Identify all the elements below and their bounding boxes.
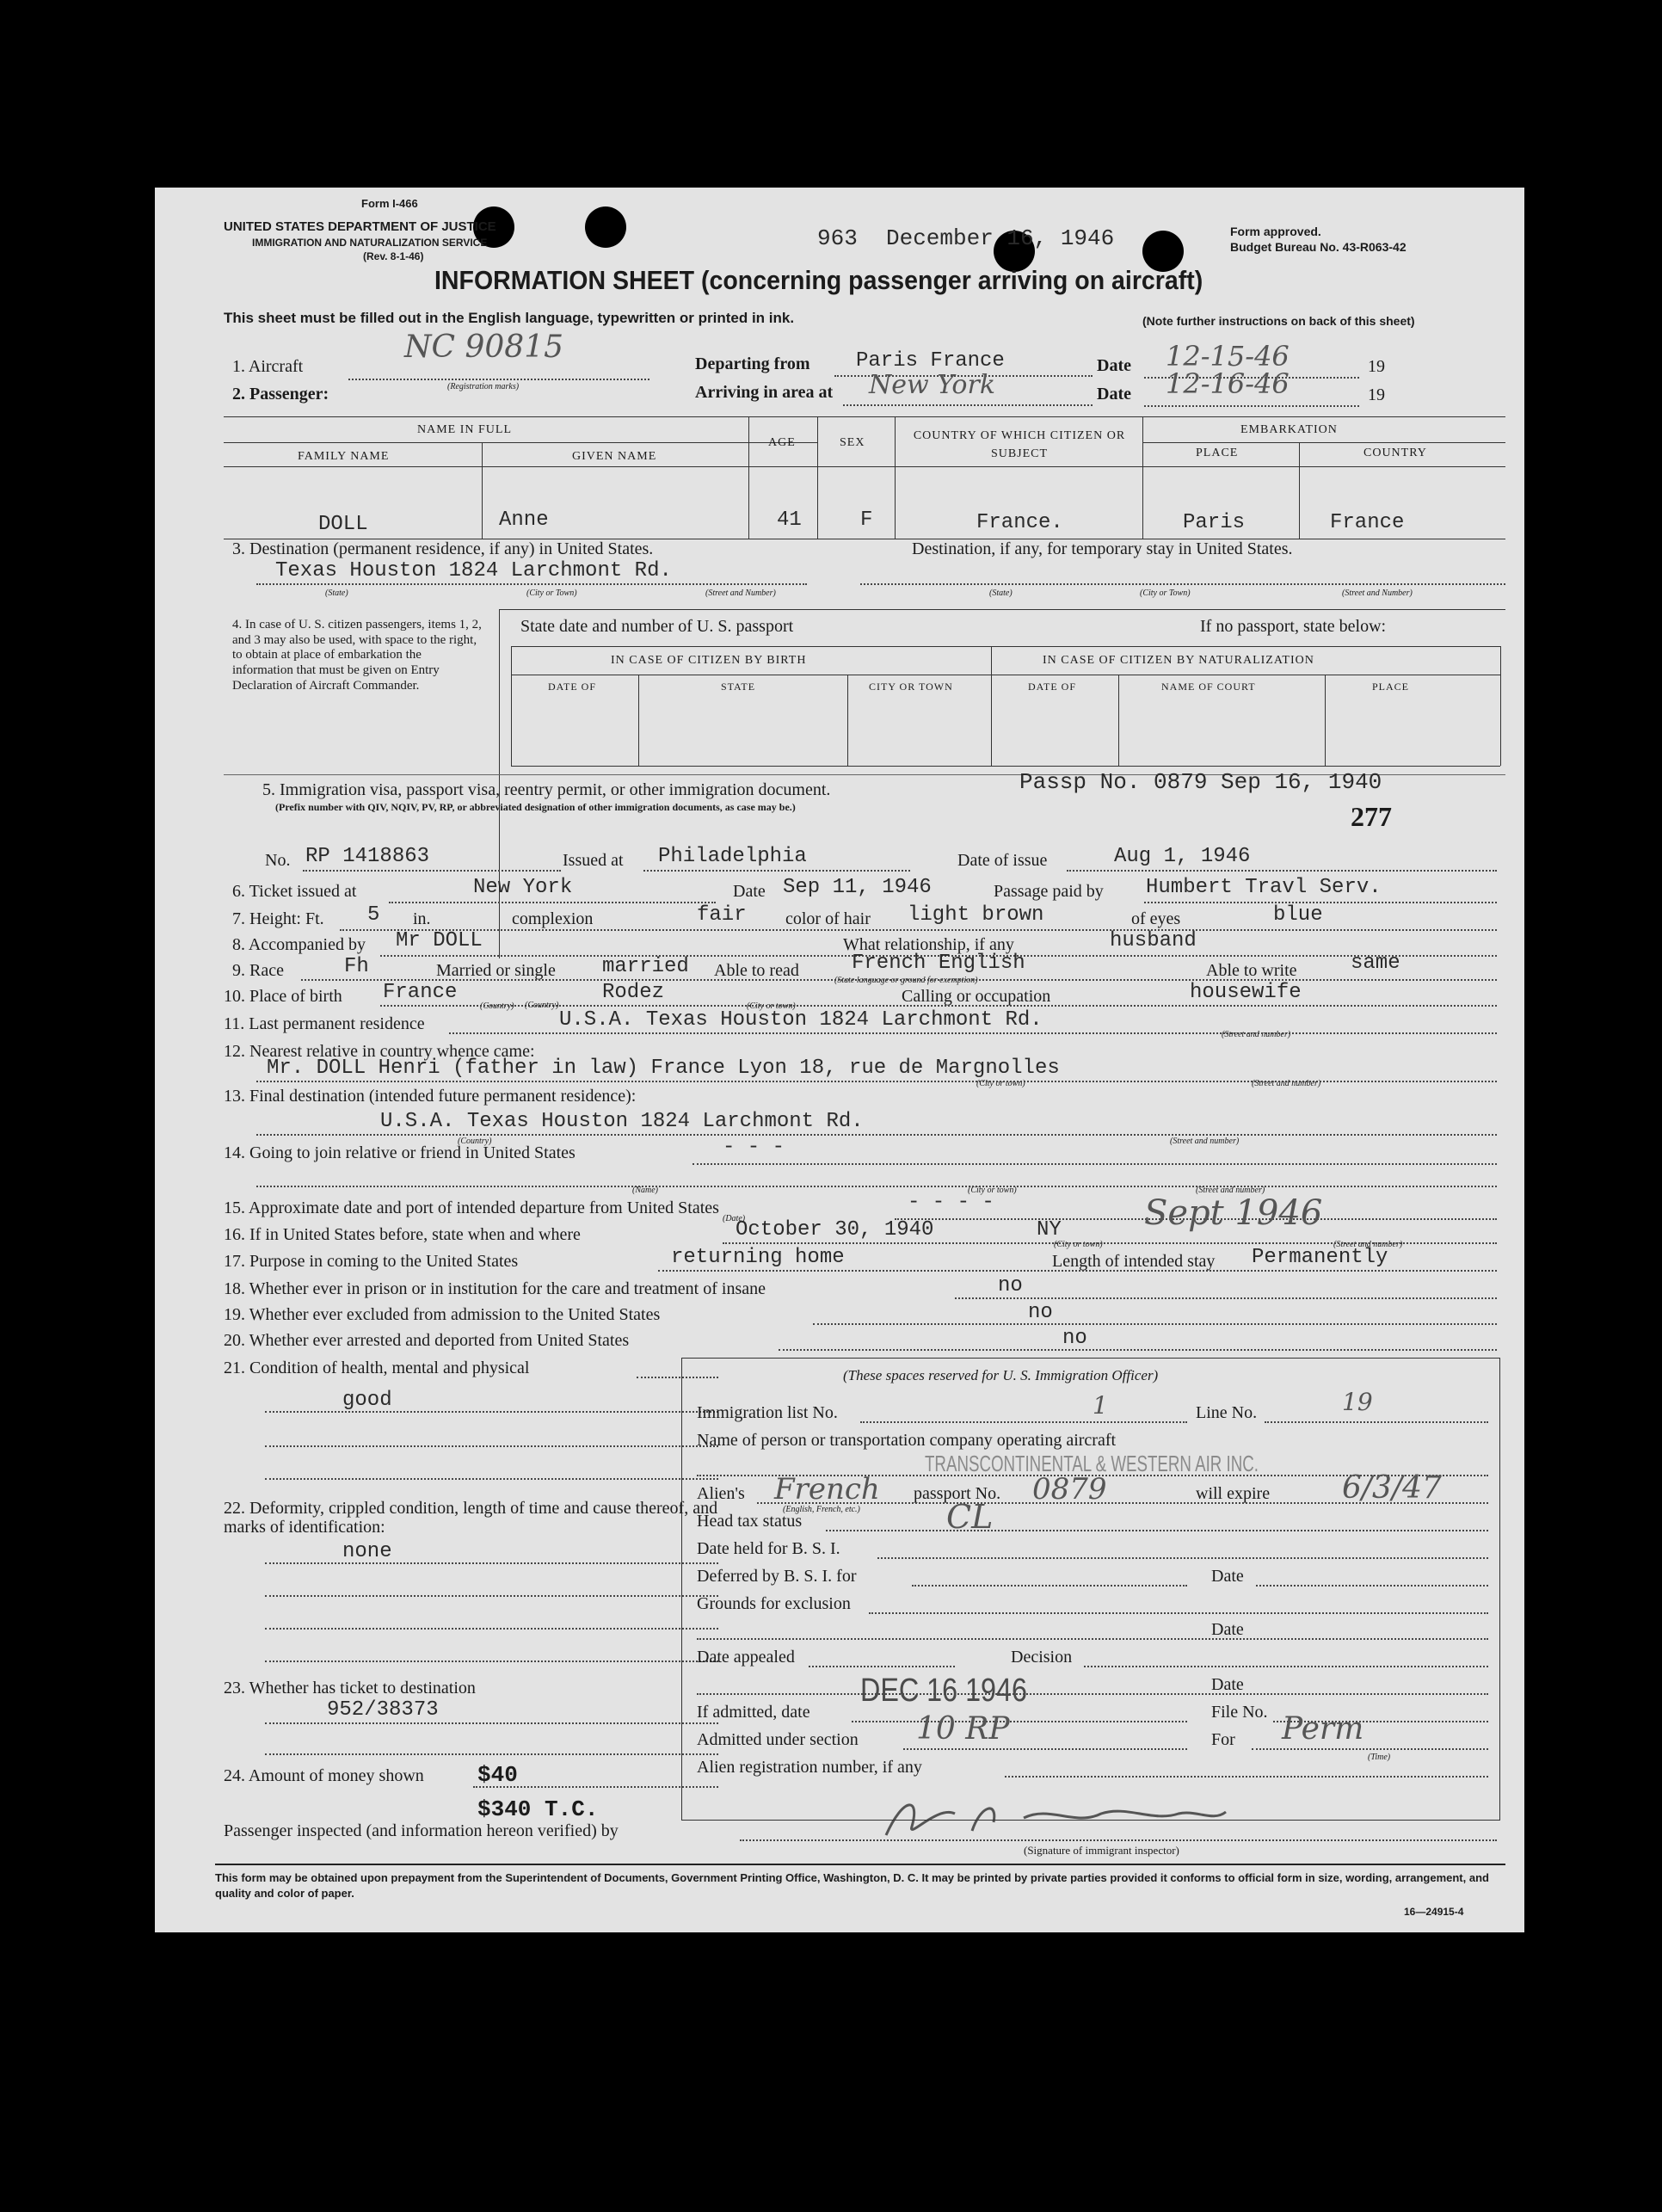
dest-state-caption: (State) [325, 588, 348, 598]
previous-visit-place: NY [1037, 1218, 1062, 1242]
accompanied-label: 8. Accompanied by [232, 935, 366, 954]
relationship-value: husband [1110, 929, 1197, 952]
departing-label: Departing from [695, 354, 810, 373]
stay-length-value: Permanently [1252, 1246, 1388, 1269]
department: UNITED STATES DEPARTMENT OF JUSTICE [224, 219, 496, 234]
revision: (Rev. 8-1-46) [363, 250, 424, 262]
embarkation-header: EMBARKATION [1240, 423, 1338, 436]
aircraft-value: NC 90815 [404, 330, 564, 365]
alien-registration-label: Alien registration number, if any [697, 1758, 922, 1777]
given-name-header: GIVEN NAME [572, 450, 657, 463]
money-label: 24. Amount of money shown [224, 1766, 424, 1785]
join-street-caption: (Street and number) [1196, 1186, 1265, 1195]
form-number: Form I-466 [361, 197, 418, 210]
budget-bureau: Budget Bureau No. 43-R063-42 [1230, 240, 1407, 254]
birthplace-country: France [383, 981, 458, 1004]
complexion-value: fair [697, 903, 747, 927]
eye-color-label: of eyes [1131, 909, 1181, 928]
height-label: 7. Height: Ft. [232, 909, 324, 928]
birthplace-label: 10. Place of birth [224, 987, 342, 1006]
form-title: INFORMATION SHEET (concerning passenger arriving on aircraft) [434, 265, 1203, 295]
ticket-destination-label: 23. Whether has ticket to destination [224, 1679, 476, 1698]
officer-reserved: (These spaces reserved for U. S. Immigration Officer) [843, 1367, 1159, 1383]
health-label: 21. Condition of health, mental and physical [224, 1359, 530, 1377]
arrival-date: 12-16-46 [1166, 367, 1290, 400]
ticket-date-label: Date [733, 882, 766, 901]
deferred-date-label: Date [1211, 1567, 1244, 1586]
natur-date-header: DATE OF [1028, 681, 1077, 693]
departure-intent-value: - - - - [908, 1191, 994, 1214]
admitted-date-label: If admitted, date [697, 1703, 810, 1722]
prison-label: 18. Whether ever in prison or in institution for the care and treatment of insane [224, 1279, 766, 1298]
able-to-write-value: same [1351, 952, 1400, 975]
race-value: Fh [344, 955, 369, 978]
place-header: PLACE [1196, 447, 1239, 459]
head-tax-value: CL [946, 1498, 994, 1536]
citizen-by-naturalization-header: IN CASE OF CITIZEN BY NATURALIZATION [1043, 654, 1314, 667]
departure-date-label: Date [1097, 356, 1131, 375]
occupation-value: housewife [1190, 981, 1302, 1004]
sex-value: F [860, 508, 873, 532]
relative-city-caption: (City or town) [976, 1079, 1025, 1088]
immigration-list-label: Immigration list No. [697, 1403, 838, 1422]
admitted-section-label: Admitted under section [697, 1730, 859, 1749]
deported-label: 20. Whether ever arrested and deported from United States [224, 1331, 630, 1350]
birthplace-city-caption: (City or town) [747, 1001, 796, 1011]
expire-label: will expire [1196, 1484, 1271, 1503]
passage-paid-value: Humbert Travl Serv. [1146, 876, 1382, 899]
natur-place-header: PLACE [1372, 681, 1410, 693]
officer-box [681, 1358, 1500, 1821]
arriving-label: Arriving in area at [695, 383, 834, 402]
for-value: Perm [1282, 1711, 1364, 1747]
instruction-right: (Note further instructions on back of this sheet) [1142, 314, 1415, 328]
item5-label: 5. Immigration visa, passport visa, reentry permit, or other immigration document. [262, 780, 831, 799]
age-value: 41 [777, 508, 802, 532]
court-header: NAME OF COURT [1161, 681, 1256, 693]
issued-at-label: Issued at [563, 851, 624, 870]
file-no-label: File No. [1211, 1703, 1268, 1722]
admitted-date-stamp: DEC 16 1946 [860, 1673, 1027, 1709]
date-of-issue-value: Aug 1, 1946 [1114, 845, 1251, 868]
issued-at-value: Philadelphia [658, 845, 807, 868]
passport-value: Passp No. 0879 Sep 16, 1940 [1019, 769, 1382, 795]
admitted-section-value: 10 RP [916, 1711, 1010, 1747]
aliens-language-caption: (English, French, etc.) [783, 1505, 860, 1514]
name-in-full-header: NAME IN FULL [417, 423, 512, 436]
service: IMMIGRATION AND NATURALIZATION SERVICE [252, 237, 488, 249]
aliens-label: Alien's [697, 1484, 745, 1503]
excluded-value: no [1028, 1301, 1053, 1324]
citizen-value: France. [976, 511, 1063, 534]
read-caption: (State language or ground for exemption) [834, 976, 978, 985]
prison-value: no [998, 1274, 1023, 1297]
line-no-value: 19 [1342, 1388, 1373, 1416]
arrival-year: 19 [1368, 385, 1385, 404]
item5-sub: (Prefix number with QIV, NQIV, PV, RP, or abbreviated designation of other immigration documents, as case may be.) [275, 801, 796, 813]
eye-color-value: blue [1273, 903, 1323, 927]
able-to-read-label: Able to read [714, 961, 799, 980]
for-label: For [1211, 1730, 1235, 1749]
footer-text: This form may be obtained upon prepayment from the Superintendent of Documents, Government Printing Office, Washington, D. C. It may be printed by private parties provided it conforms to official form in size, wording, arrangement, and quality and color of paper. [215, 1871, 1489, 1901]
emb-country-header: COUNTRY [1363, 447, 1427, 459]
item4-text: 4. In case of U. S. citizen passengers, items 1, 2, and 3 may also be used, with space to the right, to obtain at place of embarkation the information that must be given on Entry Declaration of Aircraft Commander. [232, 618, 482, 693]
passage-paid-label: Passage paid by [994, 882, 1104, 901]
excluded-label: 19. Whether ever excluded from admission to the United States [224, 1305, 661, 1324]
join-relative-value: - - - [723, 1136, 785, 1159]
visa-no-label: No. [265, 851, 291, 870]
travelers-checks-value: $340 T.C. [477, 1796, 599, 1822]
embarkation-place-value: Paris [1183, 511, 1246, 534]
date-of-issue-label: Date of issue [957, 851, 1048, 870]
decision-label: Decision [1011, 1648, 1073, 1667]
operating-company-label: Name of person or transportation company operating aircraft [697, 1431, 1117, 1450]
race-label: 9. Race [232, 961, 284, 980]
last-residence-label: 11. Last permanent residence [224, 1014, 425, 1033]
dest-city-caption: (City or Town) [526, 588, 577, 598]
previous-visit-date: October 30, 1940 [736, 1218, 934, 1242]
visit-city-caption: (City or town) [1054, 1240, 1103, 1249]
time-caption: (Time) [1368, 1753, 1391, 1762]
country-citizen-header: COUNTRY OF WHICH CITIZEN OR SUBJECT [913, 429, 1126, 460]
departure-date: 12-15-46 [1166, 340, 1290, 373]
final-country-caption: (Country) [458, 1137, 492, 1146]
passport-date-label: State date and number of U. S. passport [520, 617, 794, 636]
ticket-destination-value: 952/38373 [327, 1698, 439, 1722]
stamp-number: 963 [817, 225, 858, 251]
aircraft-label: 1. Aircraft [232, 357, 304, 376]
height-feet-value: 5 [367, 903, 380, 927]
sex-header: SEX [840, 436, 865, 449]
purpose-value: returning home [671, 1246, 845, 1269]
line-no-label: Line No. [1196, 1403, 1258, 1422]
date-appealed-label: Date appealed [697, 1648, 795, 1667]
head-tax-label: Head tax status [697, 1512, 803, 1531]
occupation-label: Calling or occupation [902, 987, 1051, 1006]
form-sheet [155, 188, 1524, 1932]
departing-value: Paris France [856, 349, 1005, 373]
ticket-issued-label: 6. Ticket issued at [232, 882, 357, 901]
temp-street-caption: (Street and Number) [1342, 588, 1413, 598]
embarkation-country-value: France [1330, 511, 1405, 534]
relative-street-caption: (Street and number) [1252, 1079, 1321, 1088]
departure-intent-label: 15. Approximate date and port of intended departure from United States [224, 1198, 719, 1217]
dest-street-caption: (Street and Number) [705, 588, 776, 598]
aliens-nationality-value: French [774, 1472, 880, 1507]
join-relative-label: 14. Going to join relative or friend in United States [224, 1143, 576, 1162]
birthplace-country-caption: (Country) [480, 1001, 514, 1011]
ticket-date-value: Sep 11, 1946 [783, 876, 932, 899]
previous-visit-label: 16. If in United States before, state when and where [224, 1225, 581, 1244]
alien-passport-label: passport No. [914, 1484, 1001, 1503]
hair-color-value: light brown [908, 903, 1044, 927]
departure-year: 19 [1368, 357, 1385, 376]
grounds-label: Grounds for exclusion [697, 1594, 851, 1613]
health-value: good [342, 1389, 392, 1412]
stamp-date: December 16, 1946 [886, 225, 1115, 251]
able-to-read-value: French English [852, 952, 1025, 975]
final-destination-label: 13. Final destination (intended future permanent residence): [224, 1087, 637, 1106]
final-destination-value: U.S.A. Texas Houston 1824 Larchmont Rd. [380, 1110, 864, 1133]
visit-street-caption: (Street and number) [1333, 1240, 1403, 1249]
instruction-left: This sheet must be filled out in the English language, typewritten or printed in ink. [224, 310, 795, 326]
expire-value: 6/3/47 [1342, 1470, 1442, 1506]
stay-length-label: Length of intended stay [1052, 1252, 1216, 1271]
ticket-issued-value: New York [473, 876, 573, 899]
temporary-destination-label: Destination, if any, for temporary stay in United States. [912, 539, 1293, 558]
last-residence-value: U.S.A. Texas Houston 1824 Larchmont Rd. [559, 1008, 1043, 1032]
arrival-date-label: Date [1097, 385, 1131, 404]
birth-city-header: CITY OR TOWN [869, 681, 953, 693]
punch-hole [585, 206, 626, 248]
complexion-label: complexion [512, 909, 594, 928]
citizen-by-birth-header: IN CASE OF CITIZEN BY BIRTH [611, 654, 807, 667]
passenger-label: 2. Passenger: [232, 385, 329, 404]
age-header: AGE [768, 436, 796, 449]
deported-value: no [1062, 1327, 1087, 1350]
form-approved: Form approved. [1230, 225, 1321, 238]
height-inches-label: in. [413, 909, 431, 928]
inspected-label: Passenger inspected (and information hereon verified) by [224, 1821, 619, 1840]
residence-street-caption: (Street and number) [1222, 1030, 1291, 1039]
immigration-list-value: 1 [1093, 1391, 1108, 1420]
temp-state-caption: (State) [989, 588, 1013, 598]
married-label: Married or single [436, 961, 556, 980]
signature-caption: (Signature of immigrant inspector) [1024, 1844, 1179, 1857]
deformity-label: 22. Deformity, crippled condition, length of time and cause thereof, and marks of identification: [224, 1499, 718, 1537]
date-held-label: Date held for B. S. I. [697, 1539, 840, 1558]
hair-color-label: color of hair [785, 909, 871, 928]
footer-code: 16—24915-4 [1404, 1906, 1464, 1918]
destination-value: Texas Houston 1824 Larchmont Rd. [275, 559, 672, 582]
deferred-label: Deferred by B. S. I. for [697, 1567, 857, 1586]
join-name-caption: (Name) [632, 1186, 658, 1195]
decision-date-label: Date [1211, 1675, 1244, 1694]
join-city-caption: (City or town) [968, 1186, 1017, 1195]
birthplace-city: Rodez [602, 981, 665, 1004]
arriving-value: New York [869, 370, 995, 400]
company-stamp: TRANSCONTINENTAL & WESTERN AIR INC. [925, 1451, 1259, 1476]
no-passport-label: If no passport, state below: [1200, 617, 1387, 636]
final-street-caption: (Street and number) [1170, 1137, 1240, 1146]
visa-no-value: RP 1418863 [305, 845, 430, 868]
temp-city-caption: (City or Town) [1140, 588, 1191, 598]
relationship-label: What relationship, if any [843, 935, 1014, 954]
birth-date-header: DATE OF [548, 681, 597, 693]
deformity-value: none [342, 1540, 392, 1563]
family-name-header: FAMILY NAME [298, 450, 390, 463]
given-name-value: Anne [499, 508, 549, 532]
alien-passport-value: 0879 [1032, 1472, 1107, 1507]
able-to-write-label: Able to write [1206, 961, 1297, 980]
birth-state-header: STATE [721, 681, 756, 693]
family-name-value: DOLL [318, 513, 368, 536]
previous-visit-handwritten: Sept 1946 [1144, 1193, 1323, 1233]
money-value: $40 [477, 1762, 518, 1788]
nearest-relative-label: 12. Nearest relative in country whence came: [224, 1042, 535, 1061]
accompanied-value: Mr DOLL [396, 929, 483, 952]
registration-caption: (Registration marks) [447, 382, 520, 391]
married-value: married [602, 955, 689, 978]
visit-date-caption: (Date) [723, 1214, 746, 1223]
grounds-date-label: Date [1211, 1620, 1244, 1639]
document-number: 277 [1351, 801, 1392, 832]
destination-label: 3. Destination (permanent residence, if any) in United States. [232, 539, 654, 558]
residence-country-caption: (Country) [525, 1001, 559, 1010]
purpose-label: 17. Purpose in coming to the United States [224, 1252, 519, 1271]
nearest-relative-value: Mr. DOLL Henri (father in law) France Lyon 18, rue de Margnolles [267, 1057, 1060, 1080]
